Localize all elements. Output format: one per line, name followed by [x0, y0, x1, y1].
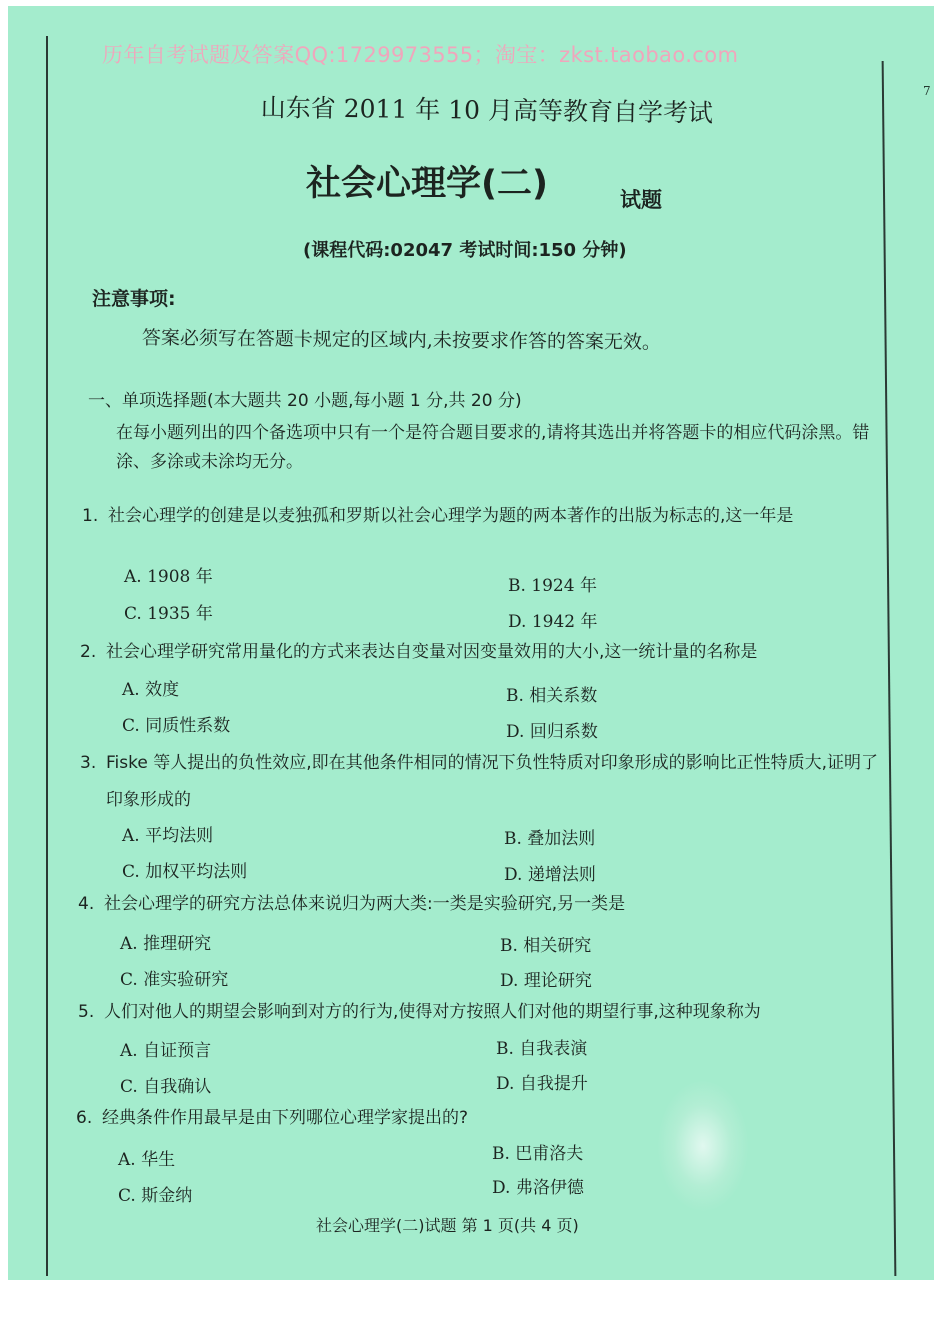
- question-number: 4.: [78, 894, 95, 914]
- question-number: 1.: [82, 506, 99, 526]
- question-stem: 社会心理学的创建是以麦独孤和罗斯以社会心理学为题的两本著作的出版为标志的,这一年是: [108, 506, 794, 526]
- option-c: C. 斯金纳: [118, 1186, 193, 1206]
- option-d: D. 1942 年: [508, 612, 598, 632]
- section-intro: 在每小题列出的四个备选项中只有一个是符合题目要求的,请将其选出并将答题卡的相应代码涂黑。错涂、多涂或未涂均无分。: [116, 423, 870, 472]
- question-stem: Fiske 等人提出的负性效应,即在其他条件相同的情况下负性特质对印象形成的影响比正性特质大,证明了印象形成的: [106, 753, 879, 810]
- question-stem: 社会心理学研究常用量化的方式来表达自变量对因变量效用的大小,这一统计量的名称是: [106, 642, 758, 662]
- question-stem: 社会心理学的研究方法总体来说归为两大类:一类是实验研究,另一类是: [104, 894, 626, 914]
- option-b: B. 巴甫洛夫: [492, 1144, 584, 1164]
- option-c: C. 准实验研究: [120, 970, 229, 990]
- subject-suffix: 试题: [620, 188, 662, 212]
- option-a: A. 推理研究: [120, 934, 212, 954]
- option-b: B. 叠加法则: [504, 829, 596, 849]
- option-a: A. 华生: [118, 1150, 176, 1170]
- left-margin-line: [46, 36, 48, 1276]
- question-stem: 经典条件作用最早是由下列哪位心理学家提出的?: [102, 1108, 469, 1128]
- question-4: [78, 886, 878, 923]
- option-c: C. 自我确认: [120, 1077, 212, 1097]
- subject-title: 社会心理学(二): [306, 164, 548, 204]
- course-info: (课程代码:02047 考试时间:150 分钟): [303, 240, 627, 261]
- page-footer: 社会心理学(二)试题 第 1 页(共 4 页): [316, 1216, 579, 1235]
- question-number: 3.: [80, 753, 97, 773]
- question-5: [78, 994, 888, 1031]
- question-2: [80, 634, 890, 671]
- option-a: A. 自证预言: [120, 1041, 212, 1061]
- option-a: A. 1908 年: [124, 567, 213, 587]
- option-c: C. 同质性系数: [122, 716, 231, 736]
- question-number: 5.: [78, 1002, 95, 1022]
- question-number: 2.: [80, 642, 97, 662]
- notice-title: 注意事项:: [92, 288, 176, 310]
- paper-smudge: [658, 1081, 748, 1211]
- option-d: D. 自我提升: [496, 1074, 588, 1094]
- option-d: D. 递增法则: [504, 865, 596, 885]
- question-1: [82, 498, 882, 535]
- option-c: C. 1935 年: [124, 604, 213, 624]
- option-b: B. 1924 年: [508, 576, 597, 596]
- question-number: 6.: [76, 1108, 93, 1128]
- option-b: B. 相关系数: [506, 686, 598, 706]
- option-d: D. 回归系数: [506, 722, 598, 742]
- option-a: A. 效度: [122, 680, 180, 700]
- option-d: D. 理论研究: [500, 971, 592, 991]
- question-3: [80, 745, 880, 819]
- option-d: D. 弗洛伊德: [492, 1178, 584, 1198]
- exam-paper: [8, 6, 934, 1280]
- option-b: B. 自我表演: [496, 1039, 588, 1059]
- section-title: 一、单项选择题(本大题共 20 小题,每小题 1 分,共 20 分): [88, 391, 522, 411]
- question-6: [76, 1100, 876, 1137]
- notice-text: 答案必须写在答题卡规定的区域内,未按要求作答的答案无效。: [141, 326, 661, 354]
- edge-mark: 7: [923, 84, 931, 98]
- option-b: B. 相关研究: [500, 936, 592, 956]
- question-stem: 人们对他人的期望会影响到对方的行为,使得对方按照人们对他的期望行事,这种现象称为: [104, 1002, 761, 1022]
- option-c: C. 加权平均法则: [122, 862, 248, 882]
- watermark: 历年自考试题及答案QQ:1729973555；淘宝：zkst.taobao.com: [102, 43, 739, 67]
- exam-title: 山东省 2011 年 10 月高等教育自学考试: [260, 92, 714, 128]
- option-a: A. 平均法则: [122, 826, 214, 846]
